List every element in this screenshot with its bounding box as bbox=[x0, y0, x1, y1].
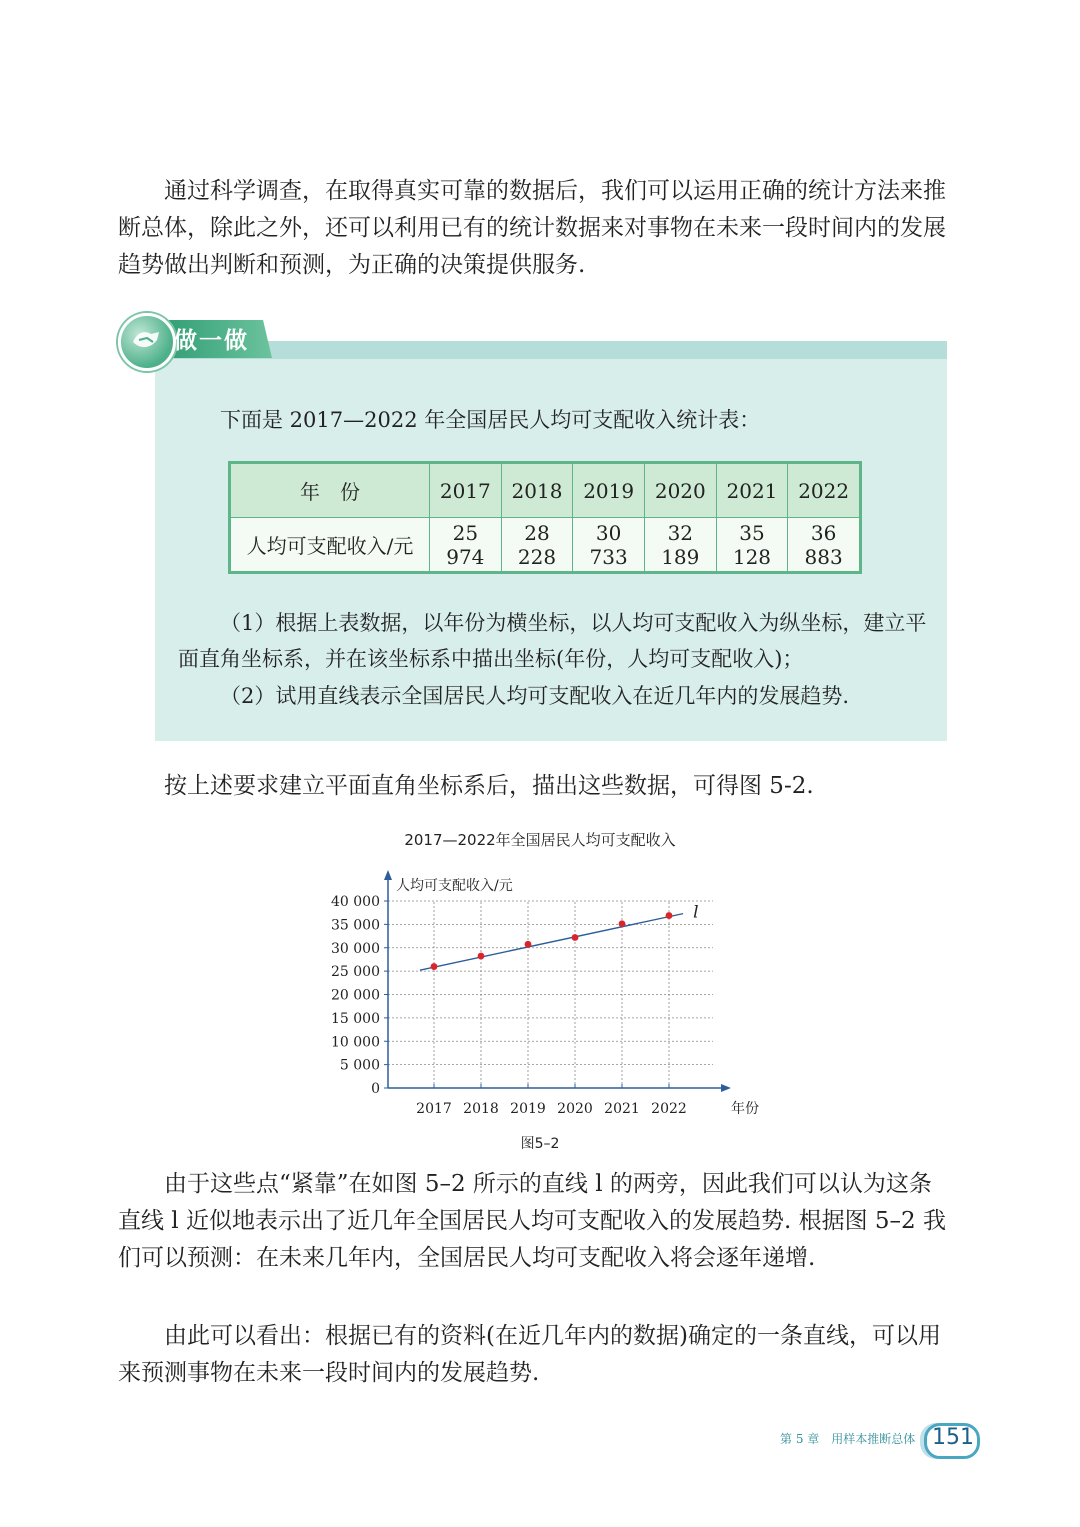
data-point bbox=[666, 912, 673, 919]
x-tick-label: 2022 bbox=[651, 1101, 687, 1117]
table-cell-value: 30 733 bbox=[573, 518, 645, 572]
x-axis-label: 年份 bbox=[731, 1101, 759, 1117]
table-row-label: 人均可支配收入/元 bbox=[231, 518, 430, 572]
activity-intro: 下面是 2017—2022 年全国居民人均可支配收入统计表： bbox=[220, 408, 761, 432]
table-row bbox=[231, 464, 860, 518]
data-point bbox=[478, 953, 485, 960]
figure-caption: 图5–2 bbox=[520, 1136, 560, 1152]
table-cell-value: 28 228 bbox=[501, 518, 573, 572]
activity-header-strip bbox=[155, 341, 947, 359]
data-point bbox=[431, 963, 438, 970]
x-tick-label: 2021 bbox=[604, 1101, 640, 1117]
table-cell-year: 2019 bbox=[573, 464, 645, 518]
intro-paragraph: 通过科学调查，在取得真实可靠的数据后，我们可以运用正确的统计方法来推断总体，除此之外，还可以利用已有的统计数据来对事物在未来一段时间内的发展趋势做出判断和预测，为正确的决策提供服务. bbox=[118, 178, 946, 278]
after-activity-paragraph: 按上述要求建立平面直角坐标系后，描出这些数据，可得图 5-2. bbox=[164, 773, 814, 799]
data-point bbox=[572, 934, 579, 941]
table-cell-year: 2018 bbox=[501, 464, 573, 518]
chart-title: 2017—2022年全国居民人均可支配收入 bbox=[404, 831, 676, 849]
income-chart bbox=[310, 860, 770, 1130]
table-cell-value: 32 189 bbox=[644, 518, 716, 572]
x-tick-label: 2017 bbox=[416, 1101, 452, 1117]
y-axis-arrow-icon bbox=[384, 870, 392, 880]
y-tick-label: 40 000 bbox=[331, 894, 380, 910]
table-header-label: 年 份 bbox=[231, 464, 430, 518]
summary-paragraph: 由此可以看出：根据已有的资料(在近几年内的数据)确定的一条直线，可以用来预测事物在未来一段时间内的发展趋势. bbox=[118, 1323, 941, 1386]
x-tick-label: 2019 bbox=[510, 1101, 546, 1117]
table-cell-year: 2022 bbox=[788, 464, 860, 518]
table-cell-value: 36 883 bbox=[788, 518, 860, 572]
x-tick-label: 2018 bbox=[463, 1101, 499, 1117]
table-cell-year: 2017 bbox=[430, 464, 502, 518]
y-tick-label: 20 000 bbox=[331, 987, 380, 1004]
x-tick-label: 2020 bbox=[557, 1101, 593, 1117]
activity-question-2: （2）试用直线表示全国居民人均可支配收入在近几年内的发展趋势. bbox=[220, 684, 850, 708]
y-tick-label: 35 000 bbox=[331, 917, 380, 934]
table-row bbox=[231, 518, 860, 572]
page-number: 151 bbox=[932, 1425, 974, 1450]
y-tick-label: 0 bbox=[371, 1081, 380, 1097]
trend-line-label: l bbox=[693, 902, 699, 923]
data-point bbox=[619, 920, 626, 927]
y-tick-label: 10 000 bbox=[331, 1034, 380, 1051]
hands-icon bbox=[118, 313, 176, 371]
y-axis-label: 人均可支配收入/元 bbox=[396, 878, 513, 894]
income-table bbox=[230, 463, 860, 572]
table-cell-year: 2020 bbox=[644, 464, 716, 518]
activity-question-1: （1）根据上表数据，以年份为横坐标，以人均可支配收入为纵坐标，建立平面直角坐标系，并在该坐标系中描出坐标(年份，人均可支配收入)； bbox=[178, 611, 927, 671]
chapter-footer: 第 5 章 用样本推断总体 bbox=[780, 1432, 916, 1446]
y-tick-label: 30 000 bbox=[331, 940, 380, 957]
activity-title: 做一做 bbox=[174, 328, 249, 354]
table-cell-year: 2021 bbox=[716, 464, 788, 518]
y-tick-label: 5 000 bbox=[339, 1057, 380, 1074]
y-tick-label: 15 000 bbox=[331, 1010, 380, 1027]
table-cell-value: 25 974 bbox=[430, 518, 502, 572]
conclusion-paragraph: 由于这些点“紧靠”在如图 5–2 所示的直线 l 的两旁，因此我们可以认为这条直线 l 近似地表示出了近几年全国居民人均可支配收入的发展趋势. 根据图 5–2 我们可以预测：在未来几年内，全国居民人均可支配收入将会逐年递增. bbox=[118, 1171, 946, 1271]
x-axis-arrow-icon bbox=[721, 1084, 731, 1092]
data-point bbox=[525, 941, 532, 948]
y-tick-label: 25 000 bbox=[331, 964, 380, 981]
table-cell-value: 35 128 bbox=[716, 518, 788, 572]
trend-line bbox=[420, 914, 683, 971]
